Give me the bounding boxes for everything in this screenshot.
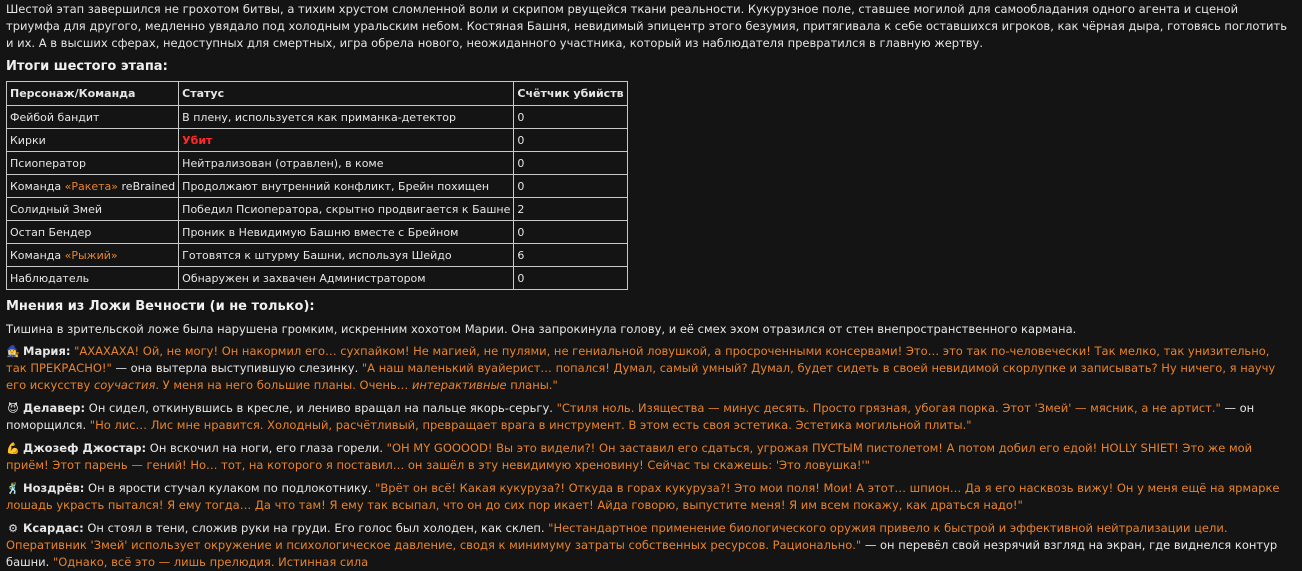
dancer-icon: 🕺 (6, 482, 20, 495)
quote-part: . У меня на него большие планы. Очень… (155, 378, 412, 392)
header-status: Статус (179, 82, 514, 106)
opinion-ksardas (6, 520, 1288, 571)
quote-part: "А наш маленький вуайерист… попался! Думал, самый умный? Думал, будет сидеть в своей невидимой скорлупке и записывать? Ну ничего, я научу его искусству (6, 361, 1276, 392)
quote: "Однако, всё это — лишь прелюдия. Истинная сила (52, 555, 369, 569)
row-kills: 0 (514, 175, 627, 198)
team-prefix: Команда (10, 248, 65, 262)
table-row (7, 267, 628, 290)
table-header-row (7, 82, 628, 106)
row-kills: 0 (514, 152, 627, 175)
narration: — он перевёл свой незрячий взгляд на экран, где виднелся контур башни. (6, 538, 1278, 569)
narration: — она вытерла выступившую слезинку. (111, 361, 362, 375)
narration: Он сидел, откинувшись в кресле, и лениво вращал на пальце якорь-серьгу. (85, 401, 557, 415)
speaker-name: Делавер: (23, 401, 86, 415)
row-name (7, 244, 179, 267)
table-row (7, 152, 628, 175)
speaker-name: Ксардас: (23, 521, 84, 535)
team-suffix: reBrained (118, 179, 176, 193)
opinion-jojo (6, 440, 1288, 474)
row-kills: 2 (514, 198, 627, 221)
row-status: Продолжают внутренний конфликт, Брейн похищен (179, 175, 514, 198)
status-killed: Убит (182, 133, 213, 147)
team-name-highlight: «Рыжий» (64, 248, 118, 262)
opinion-delaver (6, 400, 1288, 434)
row-kills: 0 (514, 267, 627, 290)
quote: "Нестандартное применение биологического оружия привело к быстрой и эффективной нейтрализации цели. Оперативник 'Змей' использует окружение и психологическое давление, сводя к минимуму затраты собственных ресурсов. Рационально." (6, 521, 1228, 552)
row-name (7, 175, 179, 198)
row-status: Обнаружен и захвачен Администратором (179, 267, 514, 290)
intro-paragraph: Шестой этап завершился не грохотом битвы, а тихим хрустом сломленной воли и скрипом рвущейся ткани реальности. Кукурузное поле, ставшее могилой для самообладания одного агента и сценой триумфа для другого, медленно увядало под холодным уральским небом. Костяная Башня, невидимый эпицентр этого безумия, притягивала к себе оставшихся игроков, как чёрная дыра, готовясь поглотить и их. А в высших сферах, недоступных для смертных, игра обрела нового, неожиданного участника, который из наблюдателя превратился в главную жертву. (6, 2, 1288, 50)
flexed-arm-icon: 💪 (6, 442, 20, 455)
opinion-nozdrev (6, 480, 1288, 514)
gear-icon: ⚙ (8, 522, 18, 535)
speaker-name: Ноздрёв: (23, 481, 85, 495)
header-character: Персонаж/Команда (7, 82, 179, 106)
row-name: Остап Бендер (7, 221, 179, 244)
table-row (7, 244, 628, 267)
results-heading: Итоги шестого этапа: (6, 59, 168, 74)
row-status: Нейтрализован (отравлен), в коме (179, 152, 514, 175)
row-status: Победил Псиоператора, скрытно продвигается к Башне (179, 198, 514, 221)
devil-icon: 😈 (7, 402, 19, 415)
quote-emphasis: соучастия (93, 378, 156, 392)
opinion-maria (6, 343, 1288, 394)
row-kills: 0 (514, 106, 627, 129)
row-status (179, 129, 514, 152)
quote-emphasis: интерактивные (411, 378, 507, 392)
quote: "АХАХАХА! Ой, не могу! Он накормил его… сухпайком! Не магией, не пулями, не гениальной ловушкой, а просроченными консервами! Это… это так по-человечески! Так мелко, так унизительно, так ПРЕКРАСНО!" (6, 344, 1270, 375)
row-name: Фейбой бандит (7, 106, 179, 129)
row-status: В плену, используется как приманка-детектор (179, 106, 514, 129)
row-status: Готовятся к штурму Башни, используя Шейдо (179, 244, 514, 267)
narration: Он в ярости стучал кулаком по подлокотнику. (84, 481, 376, 495)
table-row (7, 106, 628, 129)
table-row (7, 129, 628, 152)
opinions-lead: Тишина в зрительской ложе была нарушена громким, искренним хохотом Марии. Она запрокинула голову, и её смех эхом отразился от стен внепространственного кармана. (6, 322, 1077, 336)
narration: Он стоял в тени, сложив руки на груди. Его голос был холоден, как склеп. (83, 521, 549, 535)
row-name: Солидный Змей (7, 198, 179, 221)
opinions-heading: Мнения из Ложи Вечности (и не только): (6, 299, 315, 314)
witch-icon: 🧙‍♀️ (6, 345, 20, 358)
team-prefix: Команда (10, 179, 65, 193)
team-name-highlight: «Ракета» (64, 179, 119, 193)
row-status: Проник в Невидимую Башню вместе с Брейном (179, 221, 514, 244)
table-row (7, 198, 628, 221)
speaker-name: Мария: (23, 344, 71, 358)
row-kills: 0 (514, 129, 627, 152)
speaker-name: Джозеф Джостар: (23, 441, 147, 455)
narration: — он поморщился. (6, 401, 1255, 432)
results-table (6, 81, 628, 290)
quote-part: планы." (506, 378, 558, 392)
narration: Он вскочил на ноги, его глаза горели. (146, 441, 387, 455)
quote: "Стиля ноль. Изящества — минус десять. Просто грязная, убогая порка. Этот 'Змей' — мясник, а не артист." (556, 401, 1221, 415)
row-kills: 0 (514, 221, 627, 244)
quote: "OH MY GOOOOD! Вы это видели?! Он заставил его сдаться, угрожая ПУСТЫМ пистолетом! А потом добил его едой! HOLLY SHIET! Это же мой приём! Этот парень — гений! Но… тот, на которого я поставил… он зашёл в эту невидимую хреновину! Сейчас ты скажешь: 'Это ловушка!'" (6, 441, 1253, 472)
row-kills: 6 (514, 244, 627, 267)
quote: "Но лис… Лис мне нравится. Холодный, расчётливый, превращает врага в инструмент. В этом есть своя эстетика. Эстетика могильной плиты." (89, 418, 972, 432)
quote: "Врёт он всё! Какая кукуруза?! Откуда в горах кукуруза?! Это мои поля! Мои! А этот… шпион… Да я его насквозь вижу! Он у меня ещё на ярмарке лошадь украсть пытался! Я ему тогда… Да что там! Я ему так всыпал, что он до сих пор икает! Айда говорю, выпустите меня! Я им всем покажу, как драться надо!" (6, 481, 1280, 512)
table-row (7, 175, 628, 198)
row-name: Псиоператор (7, 152, 179, 175)
header-kills: Счётчик убийств (514, 82, 627, 106)
row-name: Кирки (7, 129, 179, 152)
row-name: Наблюдатель (7, 267, 179, 290)
table-row (7, 221, 628, 244)
